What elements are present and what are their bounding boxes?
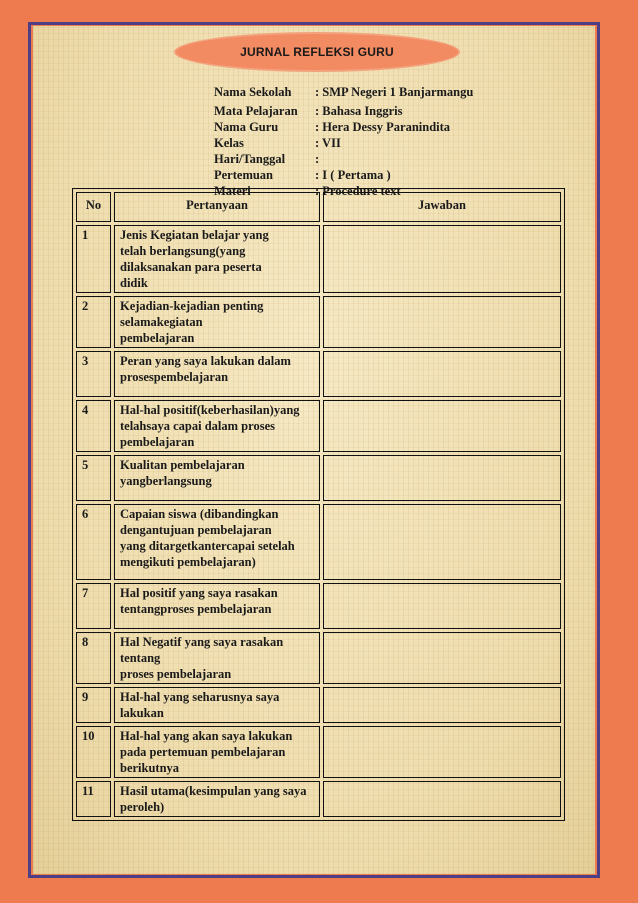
- question-line: Hal-hal yang akan saya lakukan: [120, 729, 293, 743]
- question-line: didik: [120, 276, 148, 290]
- row-question: [114, 781, 320, 817]
- question-line: Jenis Kegiatan belajar yang: [120, 228, 269, 242]
- question-line: berikutnya: [120, 761, 180, 775]
- info-row-date: [214, 151, 473, 167]
- row-question: [114, 726, 320, 778]
- answer-cell[interactable]: [323, 583, 561, 629]
- row-number: 5: [76, 455, 111, 501]
- table-row: [76, 400, 561, 452]
- row-number: 11: [76, 781, 111, 817]
- row-number: 10: [76, 726, 111, 778]
- answer-cell[interactable]: [323, 455, 561, 501]
- row-question: [114, 400, 320, 452]
- info-value: : Procedure text: [315, 184, 401, 198]
- question-line: pada pertemuan pembelajaran: [120, 745, 286, 759]
- question-line: mengikuti pembelajaran): [120, 555, 256, 569]
- journal-table-wrapper: [72, 188, 560, 821]
- table-row: [76, 351, 561, 397]
- info-value: :: [315, 152, 320, 166]
- page-title: JURNAL REFLEKSI GURU: [240, 45, 394, 59]
- row-question: [114, 632, 320, 684]
- journal-table: [72, 188, 565, 821]
- row-number: 9: [76, 687, 111, 723]
- question-line: lakukan: [120, 706, 164, 720]
- row-number: 8: [76, 632, 111, 684]
- row-number: 2: [76, 296, 111, 348]
- info-value: : I ( Pertama ): [315, 168, 391, 182]
- info-row-subject: [214, 103, 473, 119]
- row-question: [114, 225, 320, 293]
- info-block: [214, 84, 473, 199]
- question-line: Kejadian-kejadian penting: [120, 299, 264, 313]
- row-number: 6: [76, 504, 111, 580]
- info-label: Kelas: [214, 136, 244, 150]
- header-answer: Jawaban: [323, 192, 561, 222]
- info-label: Hari/Tanggal: [214, 152, 286, 166]
- row-question: [114, 687, 320, 723]
- info-label: Materi: [214, 184, 251, 198]
- question-line: Hal positif yang saya rasakan: [120, 586, 278, 600]
- row-number: 1: [76, 225, 111, 293]
- question-line: Hal-hal positif(keberhasilan)yang: [120, 403, 300, 417]
- info-row-teacher: [214, 119, 473, 135]
- info-value: : SMP Negeri 1 Banjarmangu: [315, 85, 474, 99]
- question-line: proses pembelajaran: [120, 667, 232, 681]
- table-row: [76, 225, 561, 293]
- info-label: Nama Sekolah: [214, 85, 292, 99]
- info-row-meeting: [214, 167, 473, 183]
- table-row: [76, 583, 561, 629]
- row-number: 3: [76, 351, 111, 397]
- question-line: Kualitan pembelajaran: [120, 458, 245, 472]
- question-line: tentangproses pembelajaran: [120, 602, 272, 616]
- row-number: 4: [76, 400, 111, 452]
- info-row-school: [214, 84, 473, 100]
- table-row: [76, 726, 561, 778]
- info-value: : VII: [315, 136, 341, 150]
- answer-cell[interactable]: [323, 687, 561, 723]
- question-line: tentang: [120, 651, 161, 665]
- row-question: [114, 583, 320, 629]
- table-row: [76, 296, 561, 348]
- answer-cell[interactable]: [323, 296, 561, 348]
- question-line: Peran yang saya lakukan dalam: [120, 354, 291, 368]
- table-header-row: [76, 192, 561, 222]
- question-line: pembelajaran: [120, 331, 195, 345]
- question-line: peroleh): [120, 800, 165, 814]
- question-line: selamakegiatan: [120, 315, 203, 329]
- table-row: [76, 455, 561, 501]
- question-line: telahsaya capai dalam proses: [120, 419, 275, 433]
- table-row: [76, 781, 561, 817]
- question-line: dilaksanakan para peserta: [120, 260, 262, 274]
- row-question: [114, 296, 320, 348]
- question-line: Capaian siswa (dibandingkan: [120, 507, 279, 521]
- table-row: [76, 504, 561, 580]
- answer-cell[interactable]: [323, 632, 561, 684]
- info-label: Mata Pelajaran: [214, 104, 298, 118]
- info-value: : Bahasa Inggris: [315, 104, 403, 118]
- question-line: Hasil utama(kesimpulan yang saya: [120, 784, 307, 798]
- answer-cell[interactable]: [323, 726, 561, 778]
- answer-cell[interactable]: [323, 225, 561, 293]
- answer-cell[interactable]: [323, 400, 561, 452]
- question-line: dengantujuan pembelajaran: [120, 523, 272, 537]
- question-line: prosespembelajaran: [120, 370, 229, 384]
- info-label: Nama Guru: [214, 120, 279, 134]
- question-line: Hal-hal yang seharusnya saya: [120, 690, 280, 704]
- row-number: 7: [76, 583, 111, 629]
- table-row: [76, 687, 561, 723]
- answer-cell[interactable]: [323, 781, 561, 817]
- question-line: yang ditargetkantercapai setelah: [120, 539, 295, 553]
- header-question: Pertanyaan: [114, 192, 320, 222]
- question-line: Hal Negatif yang saya rasakan: [120, 635, 284, 649]
- answer-cell[interactable]: [323, 504, 561, 580]
- question-line: yangberlangsung: [120, 474, 212, 488]
- row-question: [114, 455, 320, 501]
- header-no: No: [76, 192, 111, 222]
- title-banner: [174, 32, 460, 72]
- question-line: pembelajaran: [120, 435, 195, 449]
- row-question: [114, 504, 320, 580]
- table-row: [76, 632, 561, 684]
- row-question: [114, 351, 320, 397]
- info-label: Pertemuan: [214, 168, 274, 182]
- info-value: : Hera Dessy Paranindita: [315, 120, 451, 134]
- info-row-class: [214, 135, 473, 151]
- answer-cell[interactable]: [323, 351, 561, 397]
- question-line: telah berlangsung(yang: [120, 244, 246, 258]
